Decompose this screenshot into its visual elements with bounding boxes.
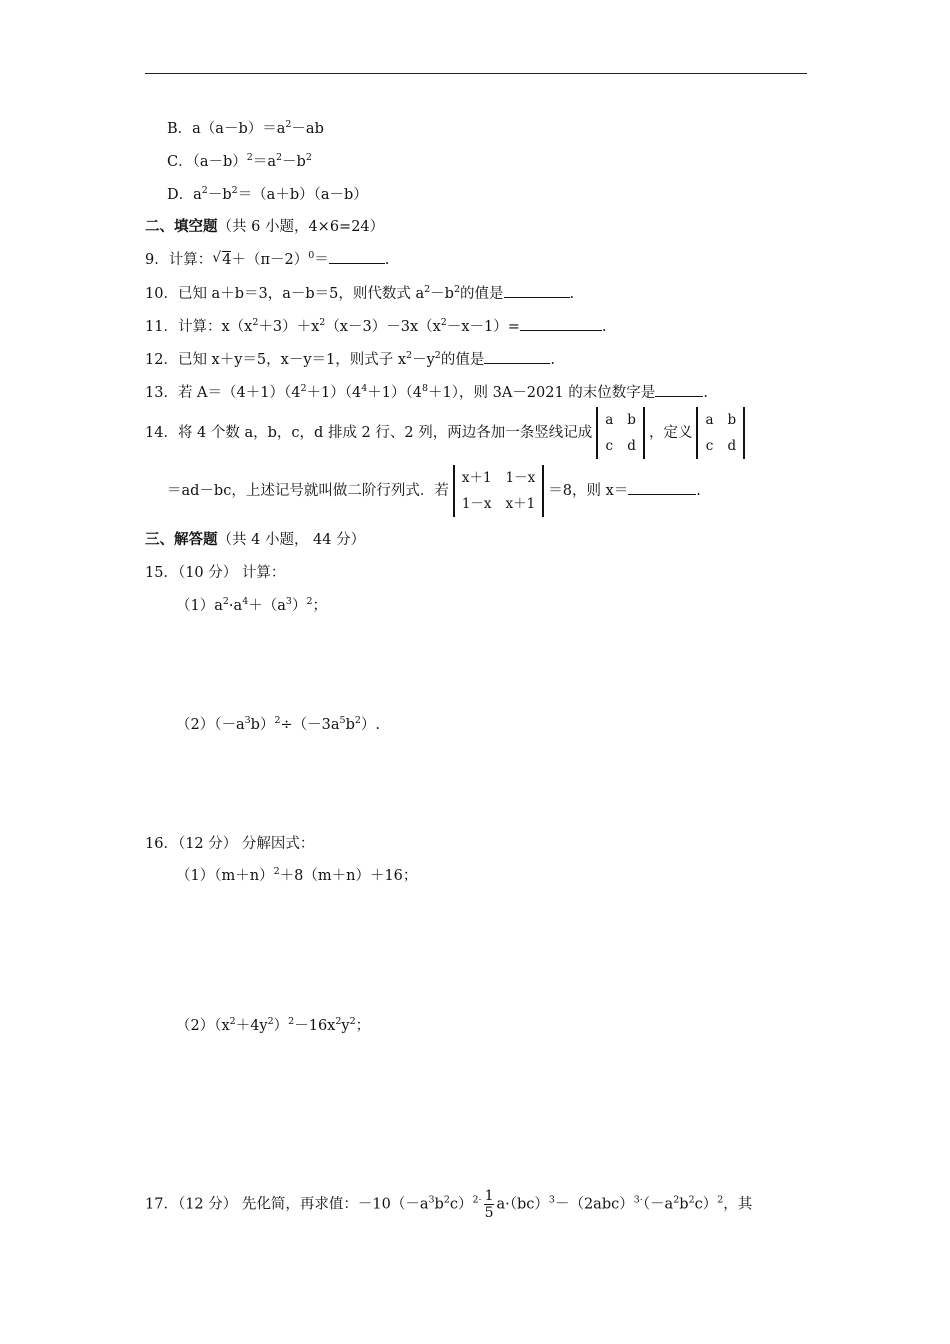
option-text: －ab (291, 121, 324, 137)
question-text: 15．（10 分） 计算： (145, 565, 286, 581)
superscript: 2 (201, 185, 208, 196)
question-text: . (601, 319, 607, 335)
superscript: 2 (319, 317, 326, 328)
question-text: b） (250, 717, 275, 733)
fraction-numerator: 1 (484, 1188, 494, 1204)
superscript: 3 (428, 1194, 435, 1206)
det-cell: a (705, 412, 714, 428)
det-cell: a (605, 412, 614, 428)
radical-icon: √ (212, 250, 222, 266)
option-text: a（a－b）＝a (192, 121, 286, 137)
superscript: 4 (361, 383, 368, 394)
det-cell: b (727, 412, 737, 428)
superscript: 2 (285, 119, 292, 130)
question-text: 计算： (168, 252, 213, 268)
square-root (212, 252, 231, 268)
question-text: ） (291, 598, 307, 614)
answer-blank[interactable] (628, 482, 696, 495)
superscript: 2 (453, 284, 461, 295)
question-text: ，定义 (648, 425, 693, 441)
question-number: 14． (145, 425, 178, 441)
det-cell: d (627, 438, 636, 454)
superscript: 4 (242, 596, 249, 607)
det-cell: x＋1 (461, 470, 492, 486)
question-text: ＋4y (235, 1018, 268, 1034)
radicand: 4 (222, 252, 232, 268)
question-16-part-2 (176, 1014, 370, 1035)
question-16-part-1 (176, 864, 417, 885)
question-number: 13． (145, 385, 178, 401)
question-text: y (341, 1018, 350, 1034)
question-text: 的值是 (440, 352, 485, 368)
answer-blank[interactable] (484, 351, 550, 364)
option-text: ＝（a＋b）（a－b） (237, 187, 368, 203)
question-12 (145, 348, 555, 369)
superscript: 8 (421, 383, 429, 394)
superscript: 2 (273, 866, 280, 877)
question-text: ＝ad－bc，上述记号就叫做二阶行列式．若 (167, 483, 449, 499)
superscript: 2 (288, 1016, 295, 1027)
det-cell: c (605, 438, 614, 454)
section-note: （共 4 小题， 44 分） (217, 532, 366, 548)
superscript: 2 (717, 1194, 724, 1206)
question-16 (145, 832, 314, 853)
question-text: a·（bc） (496, 1196, 549, 1213)
superscript: 2 (267, 1016, 274, 1027)
superscript: 2 (246, 152, 253, 163)
question-text: 的值是 (460, 286, 504, 302)
superscript: 2 (673, 1194, 680, 1206)
option-text: －b (207, 187, 232, 203)
question-text: ； (312, 598, 327, 614)
question-number: 11． (145, 319, 178, 335)
superscript: 2 (274, 715, 281, 726)
superscript: 2 (335, 1016, 342, 1027)
det-cell: d (727, 438, 737, 454)
superscript: 2 (252, 317, 259, 328)
answer-blank[interactable] (520, 318, 602, 331)
superscript: 2 (349, 1016, 356, 1027)
question-text: ＋1），则 3A－2021 的末位数字是 (428, 385, 656, 401)
question-text: －y (412, 352, 435, 368)
question-text: －16x (294, 1018, 336, 1034)
option-d (167, 183, 368, 204)
fraction-denominator: 5 (484, 1205, 494, 1221)
question-9 (145, 248, 389, 269)
superscript: 2 (440, 317, 447, 328)
header-rule (145, 73, 807, 74)
question-15-part-1 (176, 594, 327, 615)
det-cell: c (705, 438, 714, 454)
section-note: （共 6 小题，4×6=24） (217, 219, 385, 235)
option-text: ＝a (252, 154, 276, 170)
option-label: B． (167, 121, 193, 137)
question-text: . (703, 385, 708, 401)
question-text: ，其 (723, 1196, 753, 1213)
question-text: ＋1）（4 (306, 385, 362, 401)
option-text: （a－b） (192, 154, 247, 170)
section-heading-fill-blank (145, 215, 384, 236)
answer-blank[interactable] (655, 384, 703, 397)
determinant-abcd (596, 407, 645, 459)
question-15 (145, 561, 285, 582)
question-text: ·a (228, 598, 243, 614)
question-number: 12． (145, 352, 178, 368)
question-text: （1）（m＋n） (176, 868, 274, 884)
question-text: －b (430, 286, 454, 302)
question-text: 已知 a＋b＝3，a－b＝5，则代数式 a (177, 286, 425, 302)
option-text: a (193, 187, 202, 203)
question-13 (145, 381, 708, 402)
superscript: 2· (472, 1194, 482, 1206)
question-text: （x－3）－3x（x (325, 319, 441, 335)
superscript: 2 (434, 350, 441, 361)
superscript: 2 (276, 152, 283, 163)
superscript: 2 (300, 383, 307, 394)
question-text: c） (694, 1196, 718, 1213)
question-text: ＋（a (248, 598, 286, 614)
superscript: 2 (354, 715, 361, 726)
question-text: . (384, 252, 390, 268)
question-text: ＋（π－2） (231, 252, 309, 268)
question-text: －（2abc） (554, 1196, 634, 1213)
question-text: ＋3）＋x (258, 319, 320, 335)
question-text: ＝ (314, 252, 329, 268)
option-c (167, 150, 312, 171)
question-text: 已知 x＋y＝5，x－y＝1，则式子 x (177, 352, 407, 368)
question-11 (145, 315, 607, 336)
question-text: ； (355, 1018, 371, 1034)
question-text: b (679, 1196, 689, 1213)
question-text: b (345, 717, 355, 733)
question-text: －x－1）= (446, 319, 520, 335)
question-text: 16．（12 分） 分解因式： (145, 836, 315, 852)
superscript: 2 (222, 596, 229, 607)
option-label: C． (167, 154, 193, 170)
question-14 (145, 407, 749, 459)
question-text: 17．（12 分） 先化简，再求值：－10（－a (145, 1196, 429, 1213)
question-text: ＋1）（4 (367, 385, 422, 401)
det-cell: 1－x (461, 496, 492, 512)
option-text: －b (282, 154, 306, 170)
question-text: c） (449, 1196, 473, 1213)
determinant-abcd-definition (696, 407, 745, 459)
superscript: 3 (548, 1194, 555, 1206)
question-text: 计算：x（x (177, 319, 253, 335)
question-number: 9． (145, 252, 169, 268)
answer-blank[interactable] (329, 251, 385, 264)
question-text: 将 4 个数 a，b，c，d 排成 2 行、2 列，两边各加一条竖线记成 (177, 425, 593, 441)
question-14-line-2 (167, 465, 701, 517)
superscript: 2 (305, 152, 312, 163)
superscript: 2 (306, 596, 313, 607)
superscript: 3 (244, 715, 251, 726)
question-text: . (696, 483, 701, 499)
question-10 (145, 282, 574, 303)
question-text: b (434, 1196, 444, 1213)
superscript: 2 (406, 350, 413, 361)
answer-blank[interactable] (504, 285, 570, 298)
superscript: 2 (229, 1016, 236, 1027)
superscript: 5 (339, 715, 346, 726)
question-text: 若 A＝（4＋1）（4 (177, 385, 301, 401)
option-b (167, 117, 324, 138)
question-15-part-2 (176, 713, 380, 734)
section-title: 三、解答题 (145, 531, 218, 548)
superscript: 2 (443, 1194, 450, 1206)
question-text: （1）a (176, 598, 223, 614)
option-label: D． (167, 187, 194, 203)
superscript: 2 (231, 185, 238, 196)
question-text: （2）（－a (176, 717, 245, 733)
section-heading-answer (145, 528, 365, 549)
question-text: （－a (642, 1196, 674, 1213)
det-cell: x＋1 (505, 496, 536, 512)
question-text: ＋8（m＋n）＋16； (279, 868, 418, 884)
question-number: 10． (145, 286, 178, 302)
question-text: ）. (360, 717, 381, 733)
question-text: ÷（－3a (280, 717, 340, 733)
superscript: 2 (688, 1194, 695, 1206)
determinant-x (453, 465, 544, 517)
question-text: （2）（x (176, 1018, 230, 1034)
det-cell: 1－x (505, 470, 536, 486)
superscript: 3· (633, 1194, 643, 1206)
superscript: 3 (285, 596, 292, 607)
superscript: 0 (308, 250, 315, 261)
superscript: 2 (424, 284, 431, 295)
section-title: 二、填空题 (145, 218, 218, 235)
det-cell: b (627, 412, 636, 428)
question-text: . (569, 286, 575, 302)
question-text: ＝8，则 x＝ (548, 483, 629, 499)
question-text: . (550, 352, 555, 368)
fraction-one-fifth (484, 1188, 495, 1221)
question-text: ） (273, 1018, 289, 1034)
question-17 (145, 1188, 752, 1221)
